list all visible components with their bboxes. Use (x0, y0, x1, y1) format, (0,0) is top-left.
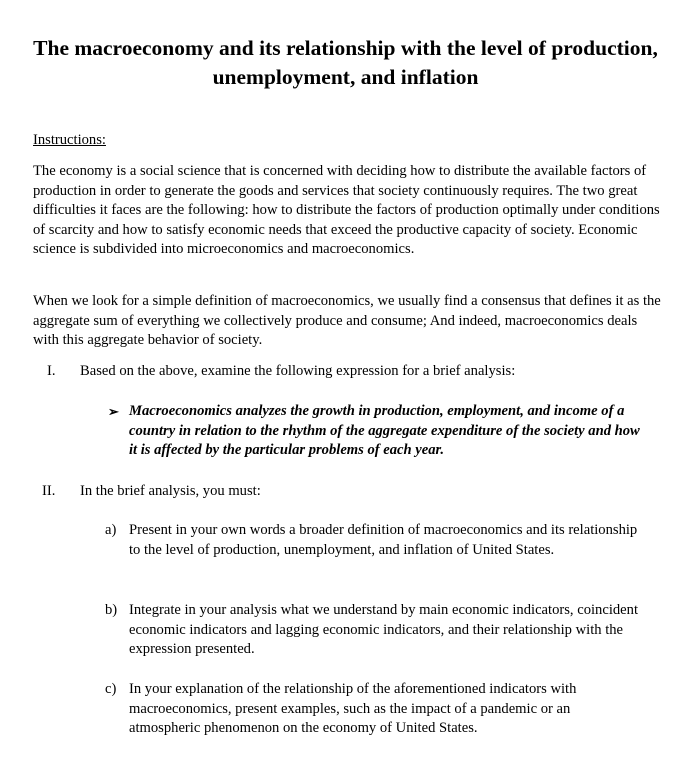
sub-item-b-letter: b) (105, 602, 118, 618)
instructions-heading: Instructions: (33, 132, 106, 148)
arrow-bullet-icon: ➢ (108, 404, 119, 419)
list-item-i-text: Based on the above, examine the following expression for a brief analysis: (80, 363, 516, 379)
sub-item-a-letter: a) (105, 522, 117, 538)
expression-text: Macroeconomics analyzes the growth in production, employment, and income of a country in relation to the rhythm of the aggregate expenditure of the society and how it is affected by the particular problems of each year. (129, 403, 640, 459)
document-title: The macroeconomy and its relationship with the level of production, unemployment, and inflation (33, 36, 658, 89)
list-item-i-number: I. (47, 363, 56, 379)
sub-item-c-letter: c) (105, 681, 117, 697)
sub-item-a-text: Present in your own words a broader definition of macroeconomics and its relationship to the level of production, unemployment, and inflation of United States. (129, 522, 638, 558)
intro-paragraph: The economy is a social science that is concerned with deciding how to distribute the available factors of production in order to generate the goods and services that society continuously requires. The two great difficulties it faces are the following: how to distribute the factors of production optimally under conditions of scarcity and how to satisfy economic needs that exceed the productive capacity of society. Economic science is subdivided into microeconomics and macroeconomics. (33, 163, 660, 258)
sub-item-b-text: Integrate in your analysis what we understand by main economic indicators, coincident economic indicators and lagging economic indicators, and their relationship with the expression presented. (129, 602, 639, 658)
list-item-ii-text: In the brief analysis, you must: (80, 483, 261, 499)
definition-paragraph: When we look for a simple definition of macroeconomics, we usually find a consensus that defines it as the aggregate sum of everything we collectively produce and consume; And indeed, macroeconomics deals with this aggregate behavior of society. (33, 293, 661, 349)
sub-item-c-text: In your explanation of the relationship of the aforementioned indicators with macroeconomics, present examples, such as the impact of a pandemic or an atmospheric phenomenon on the economy of United States. (129, 681, 577, 737)
list-item-ii-number: II. (42, 483, 56, 499)
